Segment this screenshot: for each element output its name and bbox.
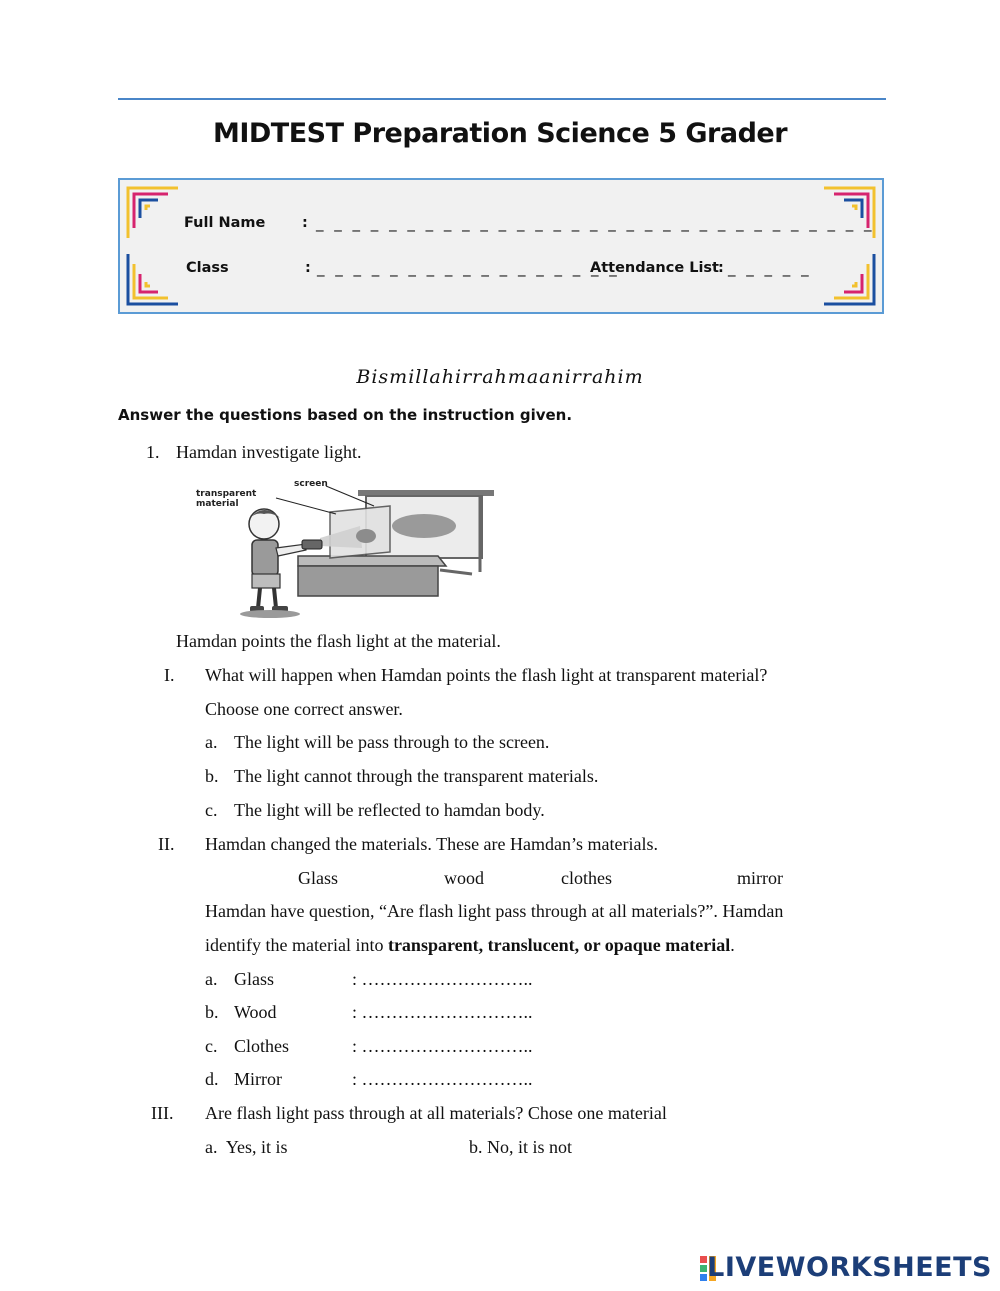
part2-category-line	[205, 934, 735, 956]
item-name: Glass	[234, 969, 274, 989]
corner-ornament-icon	[124, 250, 182, 308]
corner-ornament-icon	[124, 184, 182, 242]
item-letter: a.	[205, 969, 218, 989]
part3-question: Are flash light pass through at all materials? Chose one material	[205, 1103, 667, 1123]
class-colon: :	[305, 260, 311, 276]
option-b[interactable]: The light cannot through the transparent materials.	[234, 766, 599, 786]
corner-ornament-icon	[820, 250, 878, 308]
part3-numeral: III.	[151, 1103, 174, 1123]
student-info-box	[118, 178, 884, 314]
part1-question: What will happen when Hamdan points the flash light at transparent material?	[205, 665, 768, 685]
material-word: Glass	[298, 868, 338, 888]
option-letter: b.	[205, 766, 219, 786]
flashlight-experiment-illustration	[190, 474, 500, 620]
material-word: clothes	[561, 868, 612, 888]
material-word: mirror	[737, 868, 783, 888]
figure-caption: Hamdan points the flash light at the material.	[176, 631, 501, 651]
attendance-label: Attendance List	[590, 260, 719, 276]
category-text-start: identify the material into	[205, 935, 388, 955]
part1-numeral: I.	[164, 665, 175, 685]
category-options: transparent, translucent, or opaque material	[387, 935, 731, 955]
corner-ornament-icon	[820, 184, 878, 242]
answer-option-yes[interactable]: a. Yes, it is	[205, 1137, 288, 1157]
item-name: Mirror	[234, 1069, 282, 1089]
page-title: MIDTEST Preparation Science 5 Grader	[212, 118, 788, 149]
material-word: wood	[444, 868, 484, 888]
option-c[interactable]: The light will be reflected to hamdan body.	[234, 800, 545, 820]
category-text-end: .	[730, 935, 735, 955]
part2-text: Hamdan changed the materials. These are Hamdan’s materials.	[205, 834, 658, 854]
glass-answer-field[interactable]: : ………………………..	[352, 969, 533, 989]
footer-brand: LIVEWORKSHEETS	[707, 1252, 992, 1283]
full-name-field[interactable]: _ _ _ _ _ _ _ _ _ _ _ _ _ _ _ _ _ _ _ _ _ _ _ _ _ _ _ _ _ _ _	[316, 214, 875, 232]
item-name: Clothes	[234, 1036, 290, 1056]
top-rule	[118, 98, 886, 100]
option-letter: c.	[205, 800, 218, 820]
attendance-colon: :	[718, 260, 724, 276]
option-a[interactable]: The light will be pass through to the screen.	[234, 732, 550, 752]
question-text: Hamdan investigate light.	[176, 442, 362, 462]
question-number: 1.	[146, 442, 160, 462]
option-letter: a.	[205, 732, 218, 752]
item-letter: b.	[205, 1002, 219, 1022]
mirror-answer-field[interactable]: : ………………………..	[352, 1069, 533, 1089]
figure-label-screen: screen	[294, 479, 328, 489]
full-name-colon: :	[302, 215, 308, 231]
greeting: Bismillahirrahmaanirrahim	[356, 366, 644, 388]
part2-question-line: Hamdan have question, “Are flash light pass through at all materials?”. Hamdan	[205, 901, 784, 921]
full-name-label: Full Name	[184, 215, 266, 231]
clothes-answer-field[interactable]: : ………………………..	[352, 1036, 533, 1056]
class-field[interactable]: _ _ _ _ _ _ _ _ _ _ _ _ _ _ _ _ _	[317, 259, 620, 277]
item-letter: c.	[205, 1036, 218, 1056]
figure-label-transparent: transparent	[196, 489, 257, 499]
figure-label-material: material	[196, 499, 239, 509]
part2-numeral: II.	[158, 834, 175, 854]
class-label: Class	[186, 260, 229, 276]
answer-option-no[interactable]: b. No, it is not	[469, 1137, 573, 1157]
instruction: Answer the questions based on the instruction given.	[118, 406, 573, 424]
attendance-field[interactable]: _ _ _ _ _	[728, 259, 812, 277]
item-letter: d.	[205, 1069, 219, 1089]
item-name: Wood	[234, 1002, 277, 1022]
part1-instruction: Choose one correct answer.	[205, 699, 403, 719]
wood-answer-field[interactable]: : ………………………..	[352, 1002, 533, 1022]
